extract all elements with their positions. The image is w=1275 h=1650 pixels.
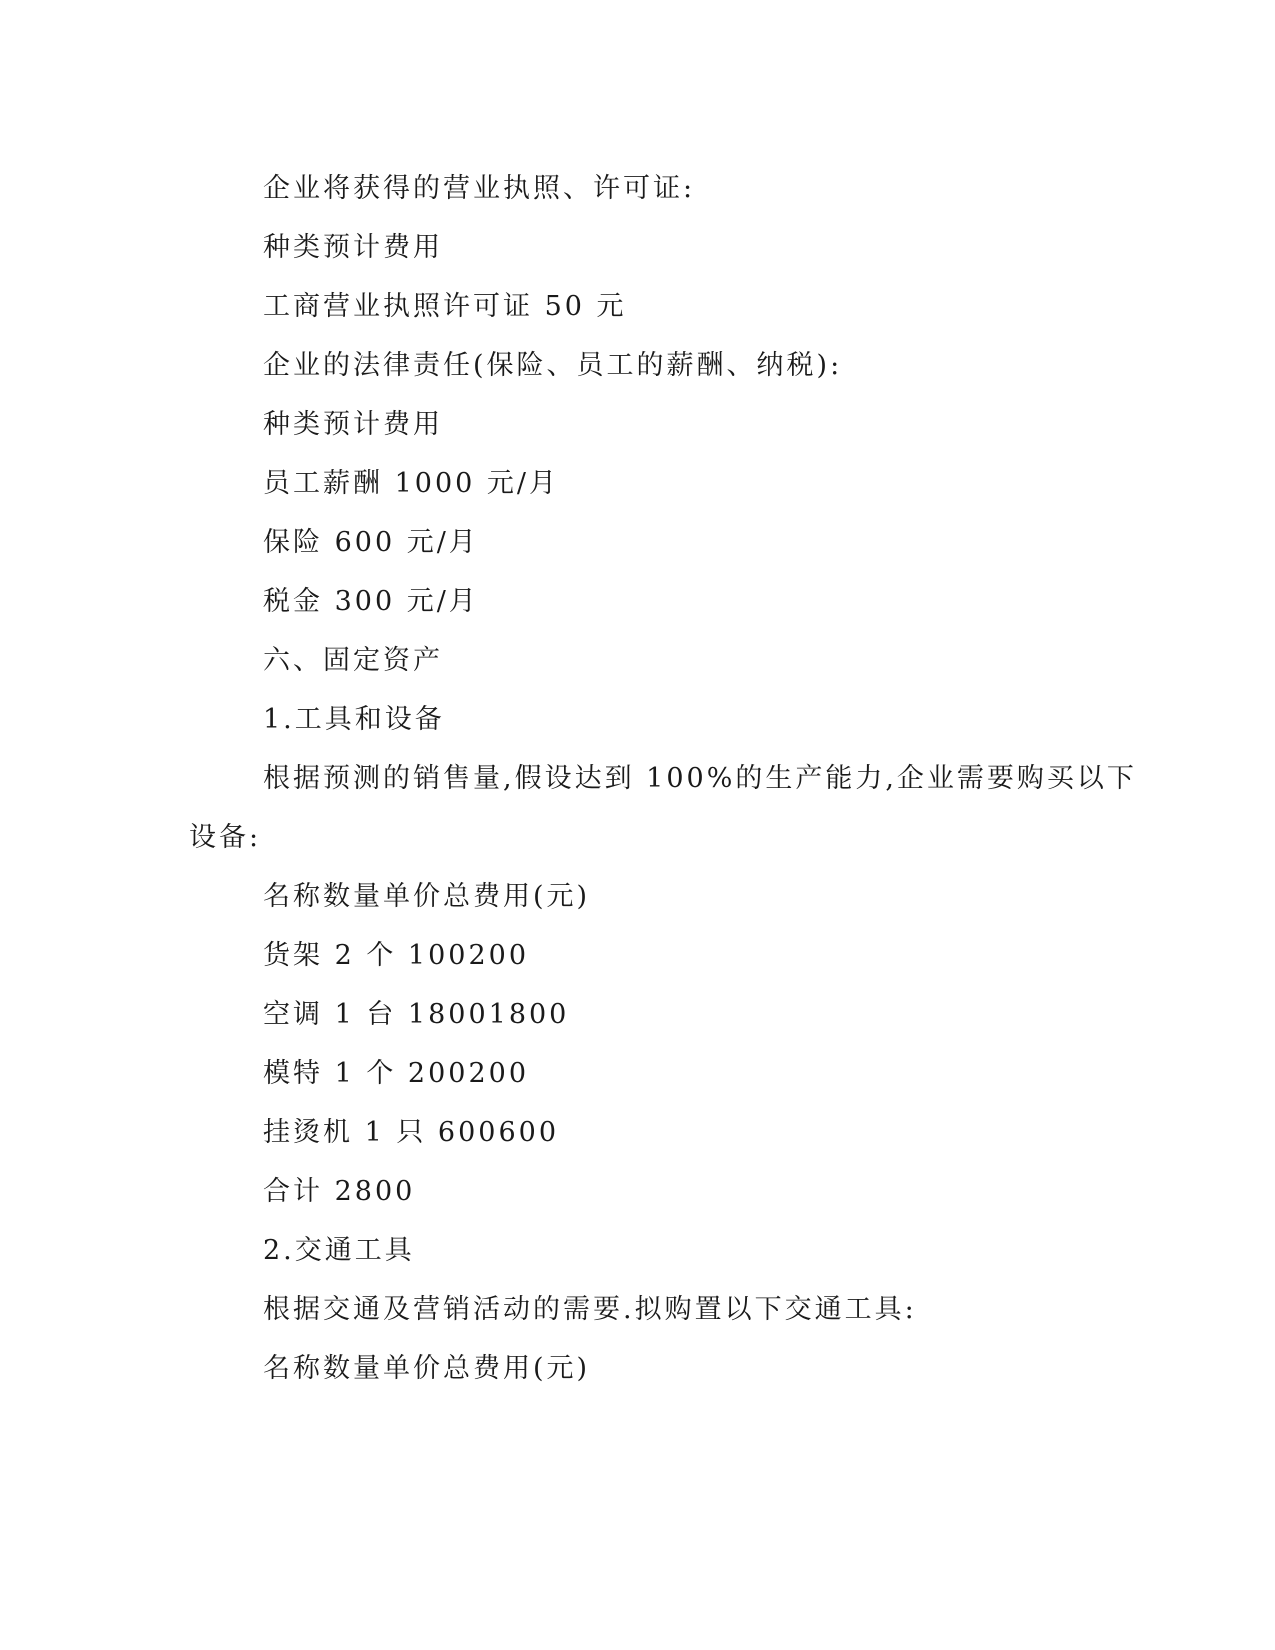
paragraph-equipment-steamer: 挂烫机 1 只 600600	[263, 1117, 559, 1148]
section-heading-fixed-assets: 六、固定资产	[263, 645, 443, 676]
paragraph-equipment-aircon: 空调 1 台 18001800	[263, 999, 570, 1030]
paragraph-license-item: 工商营业执照许可证 50 元	[263, 291, 627, 322]
paragraph-equipment-intro-continued: 设备:	[189, 822, 262, 853]
paragraph-legal-heading: 企业的法律责任(保险、员工的薪酬、纳税):	[263, 350, 843, 381]
paragraph-equipment-total: 合计 2800	[263, 1176, 416, 1207]
subsection-heading-vehicles: 2.交通工具	[263, 1235, 415, 1266]
paragraph-vehicles-table-header: 名称数量单价总费用(元)	[263, 1353, 591, 1384]
paragraph-salary-item: 员工薪酬 1000 元/月	[263, 468, 559, 499]
paragraph-licenses-table-header: 种类预计费用	[263, 232, 443, 263]
paragraph-tax-item: 税金 300 元/月	[263, 586, 479, 617]
paragraph-vehicles-intro: 根据交通及营销活动的需要.拟购置以下交通工具:	[263, 1294, 917, 1325]
subsection-heading-tools: 1.工具和设备	[263, 704, 445, 735]
paragraph-equipment-shelf: 货架 2 个 100200	[263, 940, 529, 971]
paragraph-equipment-intro: 根据预测的销售量,假设达到 100%的生产能力,企业需要购买以下	[263, 763, 1137, 794]
paragraph-equipment-table-header: 名称数量单价总费用(元)	[263, 881, 591, 912]
paragraph-licenses-heading: 企业将获得的营业执照、许可证:	[263, 173, 696, 204]
paragraph-equipment-mannequin: 模特 1 个 200200	[263, 1058, 529, 1089]
paragraph-insurance-item: 保险 600 元/月	[263, 527, 479, 558]
paragraph-legal-table-header: 种类预计费用	[263, 409, 443, 440]
